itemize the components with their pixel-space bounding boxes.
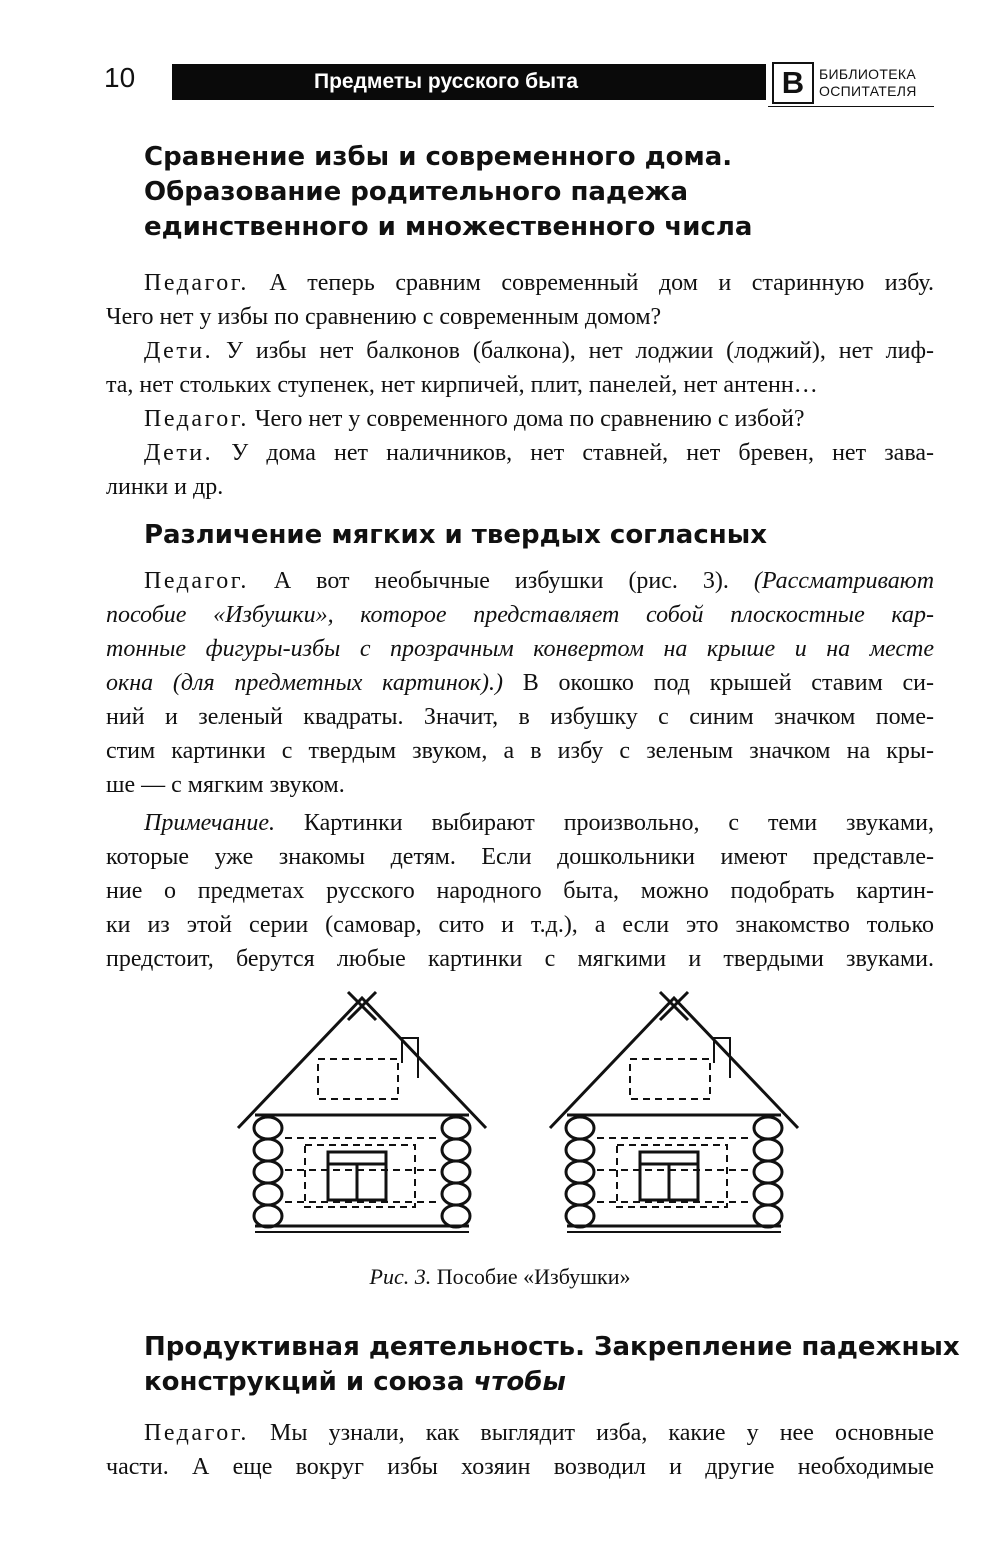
series-logo-icon: В [772,62,814,104]
hut-illustration-right [550,992,798,1232]
note-label: Примечание. [144,810,275,836]
speaker-label: Педагог. [144,1420,249,1446]
paragraph-line: та, нет стольких ступенек, нет кирпичей, плит, панелей, нет антенн… [106,372,818,398]
paragraph-line: которые уже знакомы детям. Если дошкольники имеют представле- [106,844,934,870]
paragraph-line: стим картинки с твердым звуком, а в избу с зеленым значком на кры- [106,738,934,764]
section1-heading-line1: Сравнение избы и современного дома. [144,142,733,172]
logo-underline [768,106,934,107]
speaker-label: Дети. [144,338,214,364]
section3-heading-line2: конструкций и союза чтобы [144,1367,566,1397]
paragraph-line: Педагог. Чего нет у современного дома по сравнению с избой? [144,406,805,432]
section3-heading-line1: Продуктивная деятельность. Закрепление падежных [144,1332,960,1362]
paragraph-line: линки и др. [106,474,224,500]
caption-text: Пособие «Избушки» [436,1264,631,1289]
paragraph-line: части. А еще вокруг избы хозяин возводил и другие необходимые [106,1454,934,1480]
paragraph-line: Педагог. А теперь сравним современный дом и старинную избу. [144,270,935,296]
speaker-label: Дети. [144,440,214,466]
running-header-bar [172,64,766,100]
hut-illustration-left [238,992,486,1232]
paragraph-line: ние о предметах русского народного быта, можно подобрать картин- [106,878,934,904]
paragraph-line: ний и зеленый квадраты. Значит, в избушку с синим значком поме- [106,704,934,730]
paragraph-line: окна (для предметных картинок).) В окошко под крышей ставим си- [106,670,935,696]
paragraph-line: Педагог. А вот необычные избушки (рис. 3). (Рассматривают [144,568,935,594]
paragraph-line: тонные фигуры-избы с прозрачным конвертом на крыше и на месте [106,636,934,662]
paragraph-line: Дети. У избы нет балконов (балкона), нет лоджии (лоджий), нет лиф- [144,338,935,364]
paragraph-line: пособие «Избушки», которое представляет собой плоскостные кар- [106,602,934,628]
paragraph-line: Чего нет у избы по сравнению с современным домом? [106,304,662,330]
series-name-line1: БИБЛИОТЕКА [819,66,916,82]
paragraph-line: Педагог. Мы узнали, как выглядит изба, какие у нее основные [144,1420,935,1446]
speaker-label: Педагог. [144,406,249,432]
figure-caption [0,1264,1000,1290]
paragraph-line: Дети. У дома нет наличников, нет ставней, нет бревен, нет зава- [144,440,934,466]
figure-huts [0,980,1000,1250]
paragraph-line: ки из этой серии (самовар, сито и т.д.), а если это знакомство только [106,912,934,938]
paragraph-line: ше — с мягким звуком. [106,772,345,798]
paragraph-line: предстоит, берутся любые картинки с мягкими и твердыми звуками. [106,946,934,972]
caption-label: Рис. 3. [369,1264,432,1289]
page-number: 10 [104,62,136,93]
section1-heading-line3: единственного и множественного числа [144,212,753,242]
paragraph-line: Примечание. Картинки выбирают произвольно, с теми звуками, [144,810,934,836]
speaker-label: Педагог. [144,568,249,594]
section1-heading-line2: Образование родительного падежа [144,177,689,207]
speaker-label: Педагог. [144,270,249,296]
section-title: Предметы русского быта [314,70,579,93]
section2-heading: Различение мягких и твердых согласных [144,520,768,550]
series-name-line2: ОСПИТАТЕЛЯ [819,83,917,99]
